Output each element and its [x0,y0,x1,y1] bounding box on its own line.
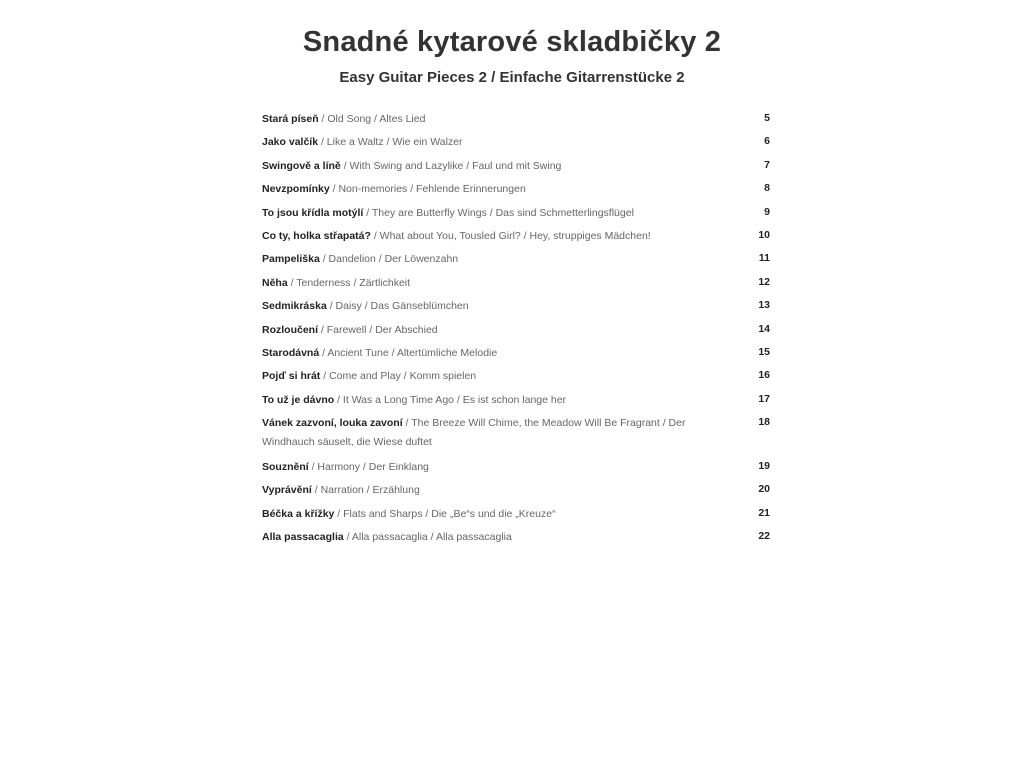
translated-title: / It Was a Long Time Ago / Es ist schon lange her [334,393,567,406]
toc-entry [262,481,770,504]
toc-entry-title [262,297,732,316]
toc-entry [262,250,770,273]
translated-title: / Tenderness / Zärtlichkeit [287,276,411,289]
page-subtitle: Easy Guitar Pieces 2 / Einfache Gitarrenstücke 2 [339,69,685,86]
translated-title: / The Breeze Will Chime, the Meadow Will Be Fragrant / Der Windhauch säuselt, die Wiese duftet [262,417,686,449]
toc-entry [262,321,770,344]
toc-entry-title [262,157,732,176]
table-of-contents [262,110,770,552]
toc-entry [262,204,770,227]
czech-title: Něha [262,276,288,289]
toc-entry-title [262,250,732,269]
translated-title: / With Swing and Lazylike / Faul und mit Swing [340,159,562,172]
czech-title: Co ty, holka střapatá? [262,229,371,242]
toc-entry [262,528,770,551]
toc-entry [262,414,770,458]
translated-title: / Farewell / Der Abschied [318,323,438,336]
toc-entry-title [262,180,732,199]
page-number: 7 [764,158,770,171]
czech-title: Vyprávění [262,484,312,497]
czech-title: Rozloučení [262,323,319,336]
translated-title: / Narration / Erzählung [311,484,420,497]
toc-entry-title [262,414,732,452]
toc-entry [262,133,770,156]
page-number: 21 [758,506,770,519]
czech-title: Stará píseň [262,113,319,125]
toc-entry-title [262,458,732,477]
page-number: 8 [764,182,770,195]
czech-title: Béčka a křížky [262,507,335,520]
czech-title: Sedmikráska [262,300,327,313]
toc-entry-title [262,481,732,500]
czech-title: Pampeliška [262,253,320,266]
page-number: 10 [758,228,770,241]
page-number: 13 [758,299,770,312]
toc-entry [262,180,770,203]
toc-entry [262,344,770,367]
toc-entry [262,458,770,481]
toc-entry [262,297,770,320]
page-number: 17 [758,392,770,405]
page-title: Snadné kytarové skladbičky 2 [302,26,722,58]
czech-title: To už je dávno [262,393,335,406]
czech-title: Souznění [262,461,309,474]
toc-entry [262,110,770,133]
page-number: 14 [758,322,770,335]
page-number: 12 [758,275,770,288]
translated-title: / Like a Waltz / Wie ein Walzer [318,136,463,149]
czech-title: Alla passacaglia [262,531,344,544]
translated-title: / Alla passacaglia / Alla passacaglia [343,531,512,544]
translated-title: / They are Butterfly Wings / Das sind Schmetterlingsflügel [363,206,634,219]
toc-entry-title [262,133,732,152]
toc-entry-title [262,321,732,340]
page-number: 16 [758,369,770,382]
page-number: 19 [758,460,770,473]
toc-entry-title [262,227,732,246]
czech-title: Swingově a líně [262,159,341,172]
czech-title: Pojď si hrát [262,370,321,383]
czech-title: Nevzpomínky [262,183,330,196]
toc-entry-title [262,505,732,524]
toc-entry [262,505,770,528]
page-number: 15 [758,345,770,358]
translated-title: / Dandelion / Der Löwenzahn [319,253,459,266]
page-number: 20 [758,483,770,496]
toc-entry [262,367,770,390]
toc-entry-title [262,344,732,363]
toc-entry [262,274,770,297]
toc-entry-title [262,110,732,129]
page-number: 11 [758,252,770,265]
page-number: 22 [758,530,770,543]
toc-entry-title [262,367,732,386]
translated-title: / Harmony / Der Einklang [308,461,429,474]
page-number: 6 [764,135,770,148]
translated-title: / What about You, Tousled Girl? / Hey, struppiges Mädchen! [370,229,651,242]
translated-title: / Daisy / Das Gänseblümchen [326,300,469,313]
toc-entry-title [262,204,732,223]
translated-title: / Old Song / Altes Lied [318,113,426,125]
page-number: 9 [764,205,770,218]
toc-entry [262,391,770,414]
czech-title: Starodávná [262,346,320,359]
toc-entry-title [262,391,732,410]
toc-entry [262,157,770,180]
page-number: 18 [758,416,770,429]
page-number: 5 [764,112,770,124]
translated-title: / Ancient Tune / Altertümliche Melodie [319,346,498,359]
toc-entry-title [262,528,732,547]
translated-title: / Come and Play / Komm spielen [320,370,477,383]
translated-title: / Non-memories / Fehlende Erinnerungen [329,183,526,196]
czech-title: Vánek zazvoní, louka zavoní [262,417,403,430]
czech-title: To jsou křídla motýlí [262,206,364,219]
toc-entry [262,227,770,250]
czech-title: Jako valčík [262,136,319,149]
toc-entry-title [262,274,732,293]
translated-title: / Flats and Sharps / Die „Be“s und die „Kreuze“ [334,507,556,520]
